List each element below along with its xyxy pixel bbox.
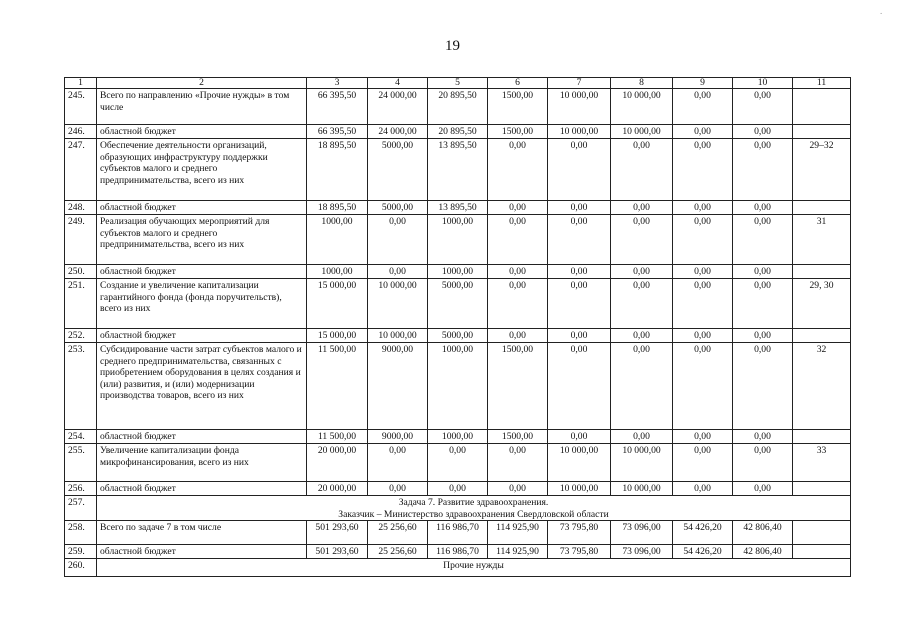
amount-cell: 73 096,00 [611, 521, 673, 545]
amount-cell: 5000,00 [368, 139, 428, 201]
col-header: 11 [793, 78, 851, 89]
amount-cell: 10 000,00 [548, 444, 611, 482]
table-row [65, 201, 851, 215]
amount-cell: 0,00 [673, 89, 733, 125]
amount-cell: 501 293,60 [307, 521, 368, 545]
row-number: 245. [65, 89, 97, 125]
amount-cell: 10 000,00 [548, 125, 611, 139]
amount-cell: 0,00 [368, 444, 428, 482]
target-indicator-ref [793, 89, 851, 125]
amount-cell: 9000,00 [368, 343, 428, 430]
section-title: Задача 7. Развитие здравоохранения. [398, 497, 549, 508]
amount-cell: 10 000,00 [611, 482, 673, 496]
amount-cell: 0,00 [733, 343, 793, 430]
amount-cell: 54 426,20 [673, 521, 733, 545]
amount-cell: 1500,00 [488, 89, 548, 125]
amount-cell: 42 806,40 [733, 521, 793, 545]
section-customer: Заказчик – Министерство здравоохранения Свердловской области [338, 508, 609, 520]
row-number: 259. [65, 545, 97, 559]
target-indicator-ref [793, 329, 851, 343]
amount-cell: 0,00 [488, 215, 548, 265]
row-name: областной бюджет [97, 125, 307, 139]
amount-cell: 0,00 [733, 201, 793, 215]
amount-cell: 0,00 [673, 201, 733, 215]
amount-cell: 0,00 [611, 430, 673, 444]
amount-cell: 0,00 [673, 215, 733, 265]
amount-cell: 0,00 [673, 482, 733, 496]
amount-cell: 0,00 [488, 482, 548, 496]
table-row [65, 559, 851, 577]
target-indicator-ref [793, 430, 851, 444]
amount-cell: 0,00 [733, 430, 793, 444]
amount-cell: 0,00 [611, 265, 673, 279]
amount-cell: 10 000,00 [611, 89, 673, 125]
col-header: 1 [65, 78, 97, 89]
row-name: Всего по задаче 7 в том числе [97, 521, 307, 545]
amount-cell: 0,00 [733, 89, 793, 125]
amount-cell: 0,00 [488, 201, 548, 215]
amount-cell: 25 256,60 [368, 521, 428, 545]
amount-cell: 0,00 [488, 265, 548, 279]
amount-cell: 1000,00 [307, 265, 368, 279]
table-row [65, 265, 851, 279]
col-header: 2 [97, 78, 307, 89]
amount-cell: 5000,00 [428, 329, 488, 343]
amount-cell: 0,00 [548, 215, 611, 265]
table-row [65, 139, 851, 201]
row-name: областной бюджет [97, 482, 307, 496]
amount-cell: 114 925,90 [488, 521, 548, 545]
row-number: 256. [65, 482, 97, 496]
row-name: областной бюджет [97, 265, 307, 279]
table-row [65, 545, 851, 559]
row-name: областной бюджет [97, 545, 307, 559]
target-indicator-ref [793, 545, 851, 559]
amount-cell: 25 256,60 [368, 545, 428, 559]
row-number: 249. [65, 215, 97, 265]
target-indicator-ref: 29–32 [793, 139, 851, 201]
target-indicator-ref [793, 201, 851, 215]
amount-cell: 0,00 [733, 482, 793, 496]
table-row [65, 482, 851, 496]
amount-cell: 0,00 [488, 329, 548, 343]
corner-mark: . [880, 6, 883, 16]
amount-cell: 0,00 [733, 139, 793, 201]
amount-cell: 0,00 [673, 125, 733, 139]
amount-cell: 0,00 [673, 279, 733, 329]
amount-cell: 13 895,50 [428, 139, 488, 201]
amount-cell: 0,00 [673, 343, 733, 430]
amount-cell: 1500,00 [488, 125, 548, 139]
amount-cell: 0,00 [548, 279, 611, 329]
amount-cell: 42 806,40 [733, 545, 793, 559]
amount-cell: 20 895,50 [428, 89, 488, 125]
amount-cell: 0,00 [548, 329, 611, 343]
amount-cell: 0,00 [673, 329, 733, 343]
amount-cell: 5000,00 [368, 201, 428, 215]
table-row [65, 215, 851, 265]
table-row [65, 430, 851, 444]
target-indicator-ref: 32 [793, 343, 851, 430]
col-header: 7 [548, 78, 611, 89]
row-number: 248. [65, 201, 97, 215]
target-indicator-ref [793, 521, 851, 545]
amount-cell: 10 000,00 [368, 279, 428, 329]
row-name: Увеличение капитализации фонда микрофинансирования, всего из них [97, 444, 307, 482]
amount-cell: 0,00 [611, 201, 673, 215]
table-row [65, 125, 851, 139]
column-number-header-row [65, 78, 851, 89]
col-header: 6 [488, 78, 548, 89]
amount-cell: 0,00 [611, 329, 673, 343]
row-name: областной бюджет [97, 201, 307, 215]
amount-cell: 0,00 [733, 329, 793, 343]
amount-cell: 1500,00 [488, 343, 548, 430]
amount-cell: 1000,00 [428, 265, 488, 279]
section-heading [97, 559, 851, 577]
amount-cell: 0,00 [733, 279, 793, 329]
amount-cell: 0,00 [488, 444, 548, 482]
amount-cell: 116 986,70 [428, 545, 488, 559]
col-header: 4 [368, 78, 428, 89]
table-row [65, 444, 851, 482]
col-header: 10 [733, 78, 793, 89]
amount-cell: 0,00 [488, 139, 548, 201]
amount-cell: 0,00 [611, 279, 673, 329]
amount-cell: 10 000,00 [611, 125, 673, 139]
col-header: 8 [611, 78, 673, 89]
amount-cell: 0,00 [673, 139, 733, 201]
row-number: 254. [65, 430, 97, 444]
table-row [65, 89, 851, 125]
table-row [65, 329, 851, 343]
row-number: 255. [65, 444, 97, 482]
amount-cell: 0,00 [733, 444, 793, 482]
target-indicator-ref [793, 125, 851, 139]
amount-cell: 11 500,00 [307, 430, 368, 444]
row-name: Субсидирование части затрат субъектов малого и среднего предпринимательства, связанных с приобретением оборудования в целях создания и (или) развития, и (или) модернизации производства товаров, всего из них [97, 343, 307, 430]
amount-cell: 0,00 [673, 265, 733, 279]
row-number: 257. [65, 496, 97, 521]
row-name: Создание и увеличение капитализации гарантийного фонда (фонда поручительств), всего из них [97, 279, 307, 329]
row-name: Реализация обучающих мероприятий для субъектов малого и среднего предпринимательства, всего из них [97, 215, 307, 265]
amount-cell: 20 000,00 [307, 444, 368, 482]
amount-cell: 24 000,00 [368, 89, 428, 125]
amount-cell: 10 000,00 [611, 444, 673, 482]
row-number: 250. [65, 265, 97, 279]
amount-cell: 0,00 [673, 430, 733, 444]
page-number: 19 [445, 38, 460, 54]
table-row [65, 343, 851, 430]
amount-cell: 73 795,80 [548, 521, 611, 545]
amount-cell: 0,00 [428, 482, 488, 496]
row-name: Обеспечение деятельности организаций, образующих инфраструктуру поддержки субъектов малого и среднего предпринимательства, всего из них [97, 139, 307, 201]
amount-cell: 0,00 [548, 343, 611, 430]
target-indicator-ref [793, 265, 851, 279]
section-heading [97, 496, 851, 521]
amount-cell: 0,00 [611, 343, 673, 430]
col-header: 9 [673, 78, 733, 89]
amount-cell: 0,00 [548, 139, 611, 201]
amount-cell: 0,00 [611, 139, 673, 201]
amount-cell: 18 895,50 [307, 139, 368, 201]
amount-cell: 10 000,00 [368, 329, 428, 343]
amount-cell: 15 000,00 [307, 279, 368, 329]
budget-table [64, 77, 851, 577]
amount-cell: 20 895,50 [428, 125, 488, 139]
target-indicator-ref: 33 [793, 444, 851, 482]
amount-cell: 18 895,50 [307, 201, 368, 215]
amount-cell: 501 293,60 [307, 545, 368, 559]
row-number: 260. [65, 559, 97, 577]
amount-cell: 1000,00 [307, 215, 368, 265]
row-number: 247. [65, 139, 97, 201]
amount-cell: 114 925,90 [488, 545, 548, 559]
amount-cell: 0,00 [611, 215, 673, 265]
row-name: Всего по направлению «Прочие нужды» в том числе [97, 89, 307, 125]
amount-cell: 5000,00 [428, 279, 488, 329]
row-number: 253. [65, 343, 97, 430]
target-indicator-ref: 31 [793, 215, 851, 265]
amount-cell: 13 895,50 [428, 201, 488, 215]
amount-cell: 0,00 [488, 279, 548, 329]
amount-cell: 0,00 [368, 265, 428, 279]
col-header: 3 [307, 78, 368, 89]
amount-cell: 1500,00 [488, 430, 548, 444]
amount-cell: 24 000,00 [368, 125, 428, 139]
target-indicator-ref [793, 482, 851, 496]
amount-cell: 66 395,50 [307, 125, 368, 139]
amount-cell: 1000,00 [428, 215, 488, 265]
amount-cell: 10 000,00 [548, 482, 611, 496]
amount-cell: 0,00 [733, 265, 793, 279]
amount-cell: 10 000,00 [548, 89, 611, 125]
table-row [65, 496, 851, 521]
row-number: 252. [65, 329, 97, 343]
amount-cell: 1000,00 [428, 430, 488, 444]
amount-cell: 73 795,80 [548, 545, 611, 559]
amount-cell: 0,00 [673, 444, 733, 482]
amount-cell: 0,00 [368, 215, 428, 265]
amount-cell: 54 426,20 [673, 545, 733, 559]
amount-cell: 0,00 [733, 215, 793, 265]
row-number: 251. [65, 279, 97, 329]
amount-cell: 11 500,00 [307, 343, 368, 430]
amount-cell: 73 096,00 [611, 545, 673, 559]
amount-cell: 0,00 [548, 265, 611, 279]
table-row [65, 279, 851, 329]
amount-cell: 0,00 [733, 125, 793, 139]
amount-cell: 0,00 [548, 201, 611, 215]
row-name: областной бюджет [97, 329, 307, 343]
row-number: 258. [65, 521, 97, 545]
table-row [65, 521, 851, 545]
amount-cell: 9000,00 [368, 430, 428, 444]
amount-cell: 1000,00 [428, 343, 488, 430]
amount-cell: 20 000,00 [307, 482, 368, 496]
col-header: 5 [428, 78, 488, 89]
amount-cell: 66 395,50 [307, 89, 368, 125]
amount-cell: 0,00 [548, 430, 611, 444]
amount-cell: 15 000,00 [307, 329, 368, 343]
target-indicator-ref: 29, 30 [793, 279, 851, 329]
amount-cell: 0,00 [428, 444, 488, 482]
amount-cell: 116 986,70 [428, 521, 488, 545]
row-name: областной бюджет [97, 430, 307, 444]
amount-cell: 0,00 [368, 482, 428, 496]
section-title: Прочие нужды [443, 560, 504, 572]
row-number: 246. [65, 125, 97, 139]
